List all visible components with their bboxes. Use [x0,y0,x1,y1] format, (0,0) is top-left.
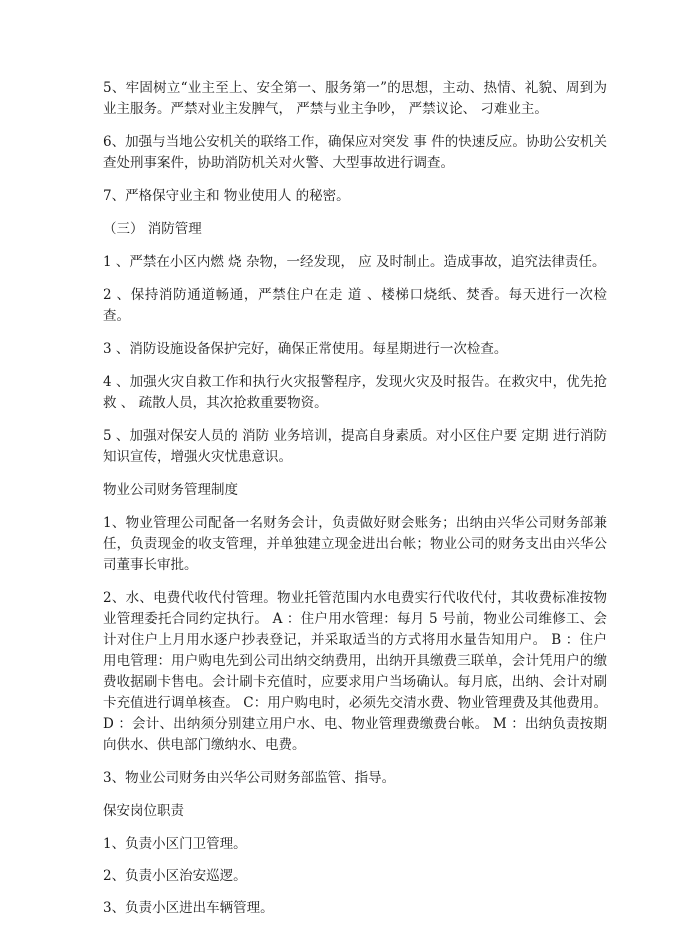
paragraph-fire-rule-3: 3 、消防设施设备保护完好，确保正常使用。每星期进行一次检查。 [103,341,508,357]
paragraph-fire-rule-4: 4 、加强火灾自救工作和执行火灾报警程序，发现火灾及时报告。在救灾中，优先抢救 、 疏散人员，其次抢救重要物资。 [103,374,607,411]
paragraph-finance-3: 3、物业公司财务由兴华公司财务部监管、指导。 [103,770,396,786]
paragraph-service-attitude: 5、牢固树立“业主至上、安全第一、服务第一”的思想，主动、热情、礼貌、周到为业主服务。严禁对业主发脾气， 严禁与业主争吵， 严禁议论、 刁难业主。 [103,80,607,117]
section-heading-security-duties: 保安岗位职责 [103,803,184,819]
paragraph-finance-1: 1、物业管理公司配备一名财务会计，负责做好财会账务；出纳由兴华公司财务部兼任，负责现金的收支管理，并单独建立现金进出台帐；物业公司的财务支出由兴华公司董事长审批。 [103,515,607,573]
paragraph-duty-2: 2、负责小区治安巡逻。 [103,868,247,884]
section-heading-fire-management: （三） 消防管理 [103,221,202,237]
document-page [103,78,612,930]
paragraph-fire-rule-2: 2 、保持消防通道畅通，严禁住户在走 道 、楼梯口烧纸、焚香。每天进行一次检查。 [103,287,607,324]
paragraph-finance-2: 2、水、电费代收代付管理。物业托管范围内水电费实行代收代付，其收费标准按物业管理委托合同约定执行。 A ：住户用水管理：每月 5 号前，物业公司维修工、会计对住户上月用水逐户抄表登记，并采取适当的方式将用水量告知用户。 B ：住户用电管理：用户购电先到公司出纳交纳费用，出纳开具缴费三联单，会计凭用户的缴费收据刷卡售电。会计刷卡充值时，应要求用户当场确认。每月底，出纳、会计对刷卡充值进行调单核查。 C：用户购电时，必须先交清水费、物业管理费及其他费用。 D ：会计、出纳须分别建立用户水、电、物业管理费缴费台帐。 M ：出纳负责按期向供水、供电部门缴纳水、电费。 [103,590,612,753]
paragraph-duty-1: 1、负责小区门卫管理。 [103,836,247,852]
paragraph-fire-rule-5: 5 、加强对保安人员的 消防 业务培训，提高自身素质。对小区住户要 定期 进行消防知识宣传，增强火灾忧患意识。 [103,428,607,465]
paragraph-confidentiality: 7、严格保守业主和 物业使用人 的秘密。 [103,188,350,204]
paragraph-fire-rule-1: 1 、严禁在小区内燃 烧 杂物，一经发现， 应 及时制止。造成事故，追究法律责任。 [103,254,606,270]
paragraph-duty-3: 3、负责小区进出车辆管理。 [103,900,274,916]
section-heading-finance: 物业公司财务管理制度 [103,482,238,498]
paragraph-police-liaison: 6、加强与当地公安机关的联络工作，确保应对突发 事 件的快速反应。协助公安机关查处刑事案件，协助消防机关对火警、大型事故进行调查。 [103,134,607,171]
